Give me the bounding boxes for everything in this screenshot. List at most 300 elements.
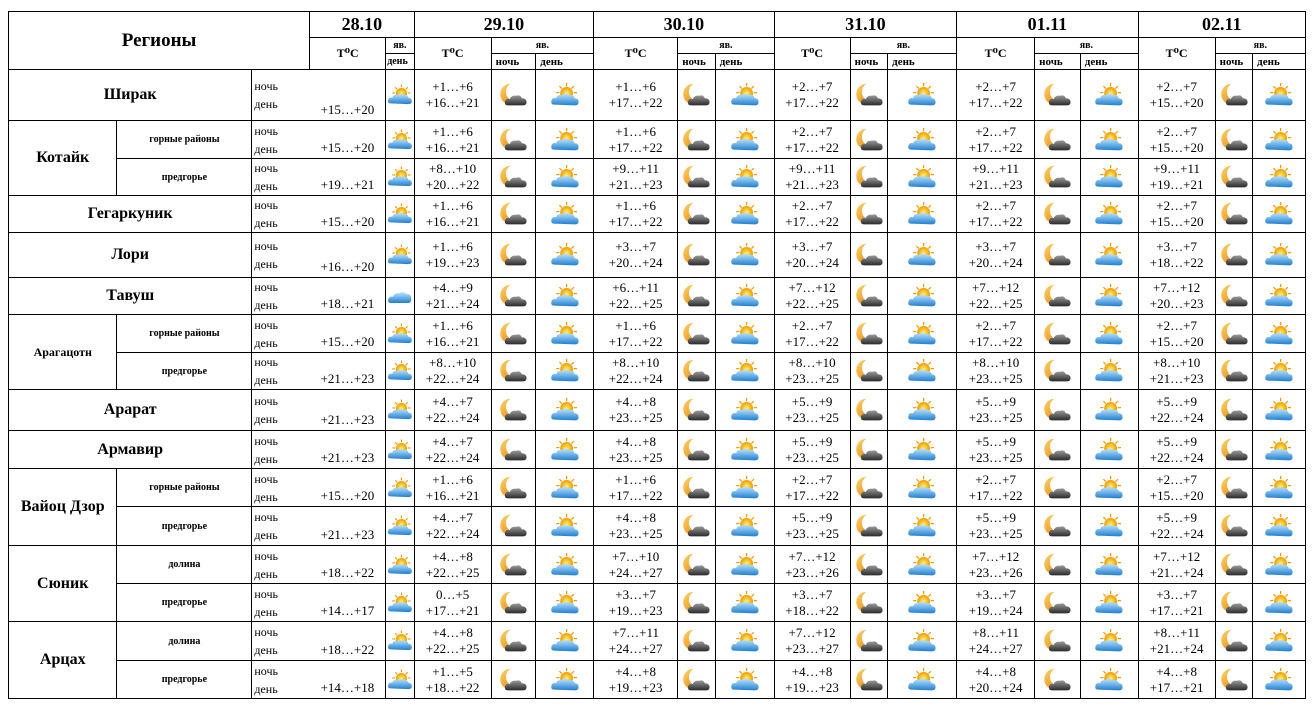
night-weather-cell [678, 469, 716, 507]
table-row [9, 469, 1306, 507]
sun-cloud-icon [1081, 282, 1138, 310]
day-weather-cell [888, 159, 957, 196]
moon-cloud-icon [1035, 436, 1080, 464]
night-temp: +4…+8 [615, 394, 656, 409]
moon-cloud-icon [1216, 200, 1253, 228]
night-temp: +8…+10 [788, 355, 836, 370]
temp-28-10: +14…+17 [310, 584, 386, 622]
night-weather-cell [678, 622, 716, 661]
moon-cloud-icon [1035, 666, 1080, 694]
temp-cell [957, 661, 1035, 699]
temp-cell [774, 121, 850, 159]
temp-28-10: +15…+20 [310, 315, 386, 353]
day-temp: +23…+25 [968, 371, 1023, 386]
day-temp: +17…+22 [968, 139, 1023, 155]
day-weather-cell [888, 622, 957, 661]
moon-cloud-icon [1035, 396, 1080, 424]
moon-cloud-icon [1216, 163, 1253, 191]
day-weather-cell [888, 584, 957, 622]
day-weather-cell [1080, 469, 1138, 507]
temp-cell [1138, 546, 1215, 584]
night-temp: +3…+7 [975, 239, 1016, 254]
night-temp: +1…+6 [615, 198, 656, 213]
day-temp: +23…+25 [785, 371, 839, 386]
moon-cloud-icon [678, 126, 715, 154]
day-header: день [536, 54, 594, 70]
region-name: Арарат [9, 390, 252, 431]
night-weather-cell [1215, 315, 1253, 353]
day-temp: +17…+22 [608, 333, 663, 349]
day-temp: +20…+24 [785, 255, 839, 270]
date-header: 02.11 [1138, 12, 1305, 38]
subregion-name: долина [117, 546, 252, 584]
temp-cell [594, 159, 678, 196]
day-weather-cell [1253, 469, 1306, 507]
day-weather-cell [715, 70, 774, 121]
moon-cloud-icon [1035, 474, 1080, 502]
moon-cloud-icon [851, 396, 888, 424]
moon-cloud-icon [1035, 163, 1080, 191]
day-weather-cell [715, 233, 774, 278]
sun-cloud-icon [888, 163, 956, 191]
day-label: день [254, 566, 278, 581]
night-temp: +7…+11 [612, 625, 659, 640]
temp-cell [594, 469, 678, 507]
sun-cloud-icon [716, 551, 774, 579]
night-weather-cell [850, 469, 888, 507]
night-weather-cell [1215, 278, 1253, 315]
day-weather-cell [536, 507, 594, 546]
night-weather-cell [1035, 233, 1081, 278]
moon-cloud-icon [678, 666, 715, 694]
subregion-name: горные районы [117, 469, 252, 507]
sun-cloud-icon [716, 512, 774, 540]
temp-cell [957, 507, 1035, 546]
temp-cell [594, 622, 678, 661]
sun-behind-cloud-icon [386, 551, 413, 579]
sun-behind-cloud-icon [386, 200, 413, 228]
moon-cloud-icon [1216, 436, 1253, 464]
sun-cloud-icon [536, 589, 593, 617]
night-weather-cell [491, 469, 536, 507]
day-label: день [254, 373, 278, 387]
night-day-labels [252, 233, 310, 278]
night-weather-cell [850, 70, 888, 121]
temp-28-10: +15…+20 [310, 70, 386, 121]
night-weather-cell [491, 159, 536, 196]
day-weather-cell [715, 196, 774, 233]
day-temp: +23…+25 [968, 526, 1023, 541]
night-weather-cell [491, 233, 536, 278]
temp-header: T⁰C [594, 38, 678, 70]
night-weather-cell [1035, 353, 1081, 390]
sun-cloud-icon [1081, 551, 1138, 579]
moon-cloud-icon [492, 589, 536, 617]
night-weather-cell [1215, 196, 1253, 233]
region-name: Вайоц Дзор [9, 469, 117, 546]
day-temp: +22…+24 [425, 371, 480, 386]
night-weather-cell [1035, 70, 1081, 121]
day-temp: +21…+24 [1149, 641, 1204, 656]
moon-cloud-icon [1035, 241, 1080, 269]
region-name: Ширак [9, 70, 252, 121]
temp-cell [774, 278, 850, 315]
day-temp: +15…+20 [1149, 214, 1204, 229]
night-weather-cell [850, 233, 888, 278]
day-weather-cell [715, 507, 774, 546]
night-header: ночь [850, 54, 888, 70]
day-weather-cell [888, 431, 957, 469]
sun-cloud-icon [536, 163, 593, 191]
temp-cell [957, 121, 1035, 159]
sun-cloud-icon [716, 396, 774, 424]
sun-cloud-icon [888, 241, 956, 269]
night-temp: +4…+9 [432, 280, 473, 295]
day-weather-cell [1080, 278, 1138, 315]
table-row [9, 233, 1306, 278]
sun-cloud-icon [716, 282, 774, 310]
day-temp: +22…+25 [425, 564, 480, 580]
sun-cloud-icon [1081, 200, 1138, 228]
night-temp: +9…+11 [972, 161, 1019, 176]
sun-cloud-icon [536, 320, 593, 348]
night-temp: +4…+7 [432, 433, 473, 449]
temp-cell [414, 278, 491, 315]
day-weather-cell [1253, 196, 1306, 233]
weather-cell [386, 431, 414, 469]
day-temp: +23…+25 [968, 410, 1023, 425]
night-weather-cell [1035, 315, 1081, 353]
night-temp: +3…+7 [1156, 239, 1197, 254]
regions-header: Регионы [9, 12, 310, 70]
day-temp: +21…+23 [1149, 371, 1204, 386]
night-weather-cell [850, 431, 888, 469]
night-temp: +8…+10 [612, 355, 660, 370]
sun-behind-cloud-icon [386, 396, 413, 424]
day-weather-cell [1253, 431, 1306, 469]
temp-header: T⁰C [414, 38, 491, 70]
day-weather-cell [888, 70, 957, 121]
temp-cell [594, 546, 678, 584]
day-temp: +22…+25 [608, 296, 663, 311]
temp-28-10: +15…+20 [310, 196, 386, 233]
region-name: Тавуш [9, 278, 252, 315]
moon-cloud-icon [851, 200, 888, 228]
night-temp: +5…+9 [1156, 394, 1197, 409]
sun-cloud-icon [536, 627, 593, 655]
day-weather-cell [1080, 584, 1138, 622]
day-temp: +23…+25 [608, 410, 663, 425]
day-temp: +16…+21 [425, 214, 480, 229]
day-label: день [254, 489, 278, 504]
table-row [9, 159, 1306, 196]
night-temp: +5…+9 [1156, 510, 1197, 525]
night-label: ночь [254, 510, 278, 524]
day-temp: +17…+22 [968, 214, 1023, 229]
night-temp: +1…+6 [432, 79, 473, 94]
night-weather-cell [678, 159, 716, 196]
day-weather-cell [1253, 622, 1306, 661]
day-temp: +21…+23 [785, 177, 839, 192]
sun-cloud-icon [1253, 627, 1305, 655]
night-temp: +2…+7 [1156, 123, 1197, 139]
day-weather-cell [715, 121, 774, 159]
sun-cloud-icon [1253, 357, 1305, 385]
moon-cloud-icon [851, 320, 888, 348]
night-weather-cell [678, 353, 716, 390]
moon-cloud-icon [678, 551, 715, 579]
day-label: день [254, 257, 278, 271]
day-temp: +23…+26 [968, 564, 1023, 580]
day-temp: +17…+22 [608, 95, 663, 110]
table-row [9, 431, 1306, 469]
temp-header: T⁰C [1138, 38, 1215, 70]
night-weather-cell [850, 622, 888, 661]
day-temp: +17…+21 [425, 602, 480, 618]
temp-cell [414, 196, 491, 233]
day-weather-cell [536, 469, 594, 507]
night-temp: +2…+7 [791, 317, 833, 333]
moon-cloud-icon [1216, 396, 1253, 424]
day-label: день [254, 643, 278, 657]
sun-cloud-icon [536, 282, 593, 310]
temp-header: T⁰C [310, 38, 386, 70]
night-day-labels [252, 353, 310, 390]
day-weather-cell [1080, 622, 1138, 661]
night-weather-cell [678, 121, 716, 159]
night-temp: +7…+12 [1153, 280, 1201, 295]
sun-cloud-icon [888, 589, 956, 617]
night-temp: +2…+7 [975, 198, 1016, 213]
region-name: Гегаркуник [9, 196, 252, 233]
moon-cloud-icon [678, 627, 715, 655]
day-weather-cell [1253, 584, 1306, 622]
day-temp: +22…+24 [425, 410, 480, 425]
sun-cloud-icon [888, 282, 956, 310]
sun-cloud-icon [888, 666, 956, 694]
sun-cloud-icon [888, 200, 956, 228]
night-header: ночь [491, 54, 536, 70]
temp-cell [957, 469, 1035, 507]
day-weather-cell [1080, 159, 1138, 196]
night-label: ночь [254, 317, 278, 332]
region-name: Арагацотн [9, 315, 117, 390]
sun-cloud-icon [536, 512, 593, 540]
night-weather-cell [1215, 70, 1253, 121]
night-weather-cell [678, 661, 716, 699]
day-temp: +16…+21 [425, 333, 480, 349]
day-temp: +17…+22 [785, 95, 839, 110]
day-weather-cell [536, 546, 594, 584]
night-day-labels [252, 469, 310, 507]
region-name: Арцах [9, 622, 117, 699]
day-header: день [715, 54, 774, 70]
temp-cell [1138, 121, 1215, 159]
day-label: день [254, 216, 278, 230]
sun-cloud-icon [1253, 512, 1305, 540]
night-weather-cell [850, 121, 888, 159]
night-label: ночь [254, 239, 278, 253]
day-weather-cell [1253, 390, 1306, 431]
moon-cloud-icon [678, 163, 715, 191]
day-header: день [888, 54, 957, 70]
night-weather-cell [850, 159, 888, 196]
temp-cell [957, 622, 1035, 661]
temp-cell [414, 121, 491, 159]
temp-28-10: +15…+20 [310, 469, 386, 507]
sun-cloud-icon [536, 436, 593, 464]
moon-cloud-icon [1035, 320, 1080, 348]
yav-header: яв. [1035, 38, 1138, 54]
temp-cell [1138, 390, 1215, 431]
sun-cloud-icon [1253, 666, 1305, 694]
sun-cloud-icon [716, 200, 774, 228]
temp-cell [1138, 278, 1215, 315]
day-weather-cell [715, 278, 774, 315]
sun-cloud-icon [1081, 163, 1138, 191]
temp-header: T⁰C [957, 38, 1035, 70]
temp-cell [774, 70, 850, 121]
moon-cloud-icon [1035, 357, 1080, 385]
sun-cloud-icon [1081, 357, 1138, 385]
day-weather-cell [536, 584, 594, 622]
night-label: ночь [254, 625, 278, 639]
sun-cloud-icon [536, 81, 593, 109]
night-weather-cell [491, 196, 536, 233]
night-weather-cell [1035, 431, 1081, 469]
day-temp: +17…+22 [968, 333, 1023, 349]
day-weather-cell [1080, 431, 1138, 469]
yav-header: яв. [491, 38, 593, 54]
sun-behind-cloud-icon [386, 163, 413, 191]
night-temp: +3…+7 [791, 586, 833, 602]
temp-cell [957, 353, 1035, 390]
sun-cloud-icon [1081, 396, 1138, 424]
night-weather-cell [850, 390, 888, 431]
day-temp: +23…+25 [608, 526, 663, 541]
moon-cloud-icon [1216, 474, 1253, 502]
temp-cell [1138, 584, 1215, 622]
night-weather-cell [491, 431, 536, 469]
moon-cloud-icon [678, 200, 715, 228]
day-weather-cell [1080, 390, 1138, 431]
night-temp: +5…+9 [1156, 433, 1197, 449]
day-weather-cell [1080, 196, 1138, 233]
temp-cell [957, 390, 1035, 431]
temp-cell [1138, 70, 1215, 121]
day-weather-cell [888, 233, 957, 278]
temp-cell [774, 431, 850, 469]
sun-cloud-icon [1253, 551, 1305, 579]
day-temp: +20…+24 [968, 255, 1023, 270]
day-temp: +17…+21 [1149, 679, 1204, 695]
moon-cloud-icon [492, 357, 536, 385]
temp-cell [774, 584, 850, 622]
night-temp: +7…+10 [612, 548, 660, 564]
day-temp: +23…+27 [785, 641, 839, 656]
day-label: день [254, 528, 278, 542]
day-weather-cell [536, 390, 594, 431]
day-weather-cell [1253, 70, 1306, 121]
temp-cell [957, 159, 1035, 196]
temp-cell [594, 315, 678, 353]
day-weather-cell [715, 546, 774, 584]
day-weather-cell [536, 353, 594, 390]
day-weather-cell [888, 196, 957, 233]
date-header: 28.10 [310, 12, 414, 38]
moon-cloud-icon [492, 627, 536, 655]
moon-cloud-icon [851, 126, 888, 154]
forecast-body [9, 70, 1306, 699]
table-row [9, 546, 1306, 584]
day-temp: +23…+25 [785, 449, 839, 465]
sun-cloud-icon [1081, 512, 1138, 540]
sun-cloud-icon [1253, 474, 1305, 502]
night-day-labels [252, 507, 310, 546]
temp-cell [594, 70, 678, 121]
sun-cloud-icon [888, 396, 956, 424]
moon-cloud-icon [678, 474, 715, 502]
night-label: ночь [254, 433, 278, 448]
night-label: ночь [254, 586, 278, 601]
day-weather-cell [536, 431, 594, 469]
day-label: день [254, 681, 278, 696]
night-weather-cell [1035, 278, 1081, 315]
day-weather-cell [1253, 121, 1306, 159]
temp-cell [774, 661, 850, 699]
moon-cloud-icon [1035, 589, 1080, 617]
day-label: день [254, 298, 278, 312]
temp-cell [414, 584, 491, 622]
sun-behind-cloud-icon [386, 81, 413, 109]
night-weather-cell [678, 315, 716, 353]
temp-cell [957, 196, 1035, 233]
night-temp: +3…+7 [615, 239, 656, 254]
day-temp: +17…+22 [608, 214, 663, 229]
night-temp: +2…+7 [791, 198, 833, 213]
moon-cloud-icon [678, 396, 715, 424]
moon-cloud-icon [1035, 126, 1080, 154]
day-weather-cell [715, 622, 774, 661]
temp-header: T⁰C [774, 38, 850, 70]
day-temp: +15…+20 [1149, 139, 1204, 155]
night-day-labels [252, 121, 310, 159]
temp-cell [414, 546, 491, 584]
day-weather-cell [536, 661, 594, 699]
sun-cloud-icon [1081, 81, 1138, 109]
sun-behind-cloud-icon [386, 474, 413, 502]
day-temp: +23…+26 [785, 564, 839, 580]
day-weather-cell [715, 584, 774, 622]
temp-cell [1138, 233, 1215, 278]
moon-cloud-icon [1035, 200, 1080, 228]
moon-cloud-icon [678, 357, 715, 385]
moon-cloud-icon [1035, 551, 1080, 579]
night-weather-cell [491, 507, 536, 546]
region-name: Сюник [9, 546, 117, 622]
day-weather-cell [715, 159, 774, 196]
night-temp: +8…+10 [429, 355, 477, 370]
night-temp: +7…+12 [972, 280, 1020, 295]
table-row [9, 315, 1306, 353]
night-weather-cell [678, 546, 716, 584]
sun-behind-cloud-icon [386, 320, 413, 348]
night-weather-cell [491, 584, 536, 622]
night-temp: +3…+7 [791, 239, 833, 254]
night-temp: +7…+12 [788, 625, 836, 640]
moon-cloud-icon [851, 627, 888, 655]
moon-cloud-icon [492, 551, 536, 579]
